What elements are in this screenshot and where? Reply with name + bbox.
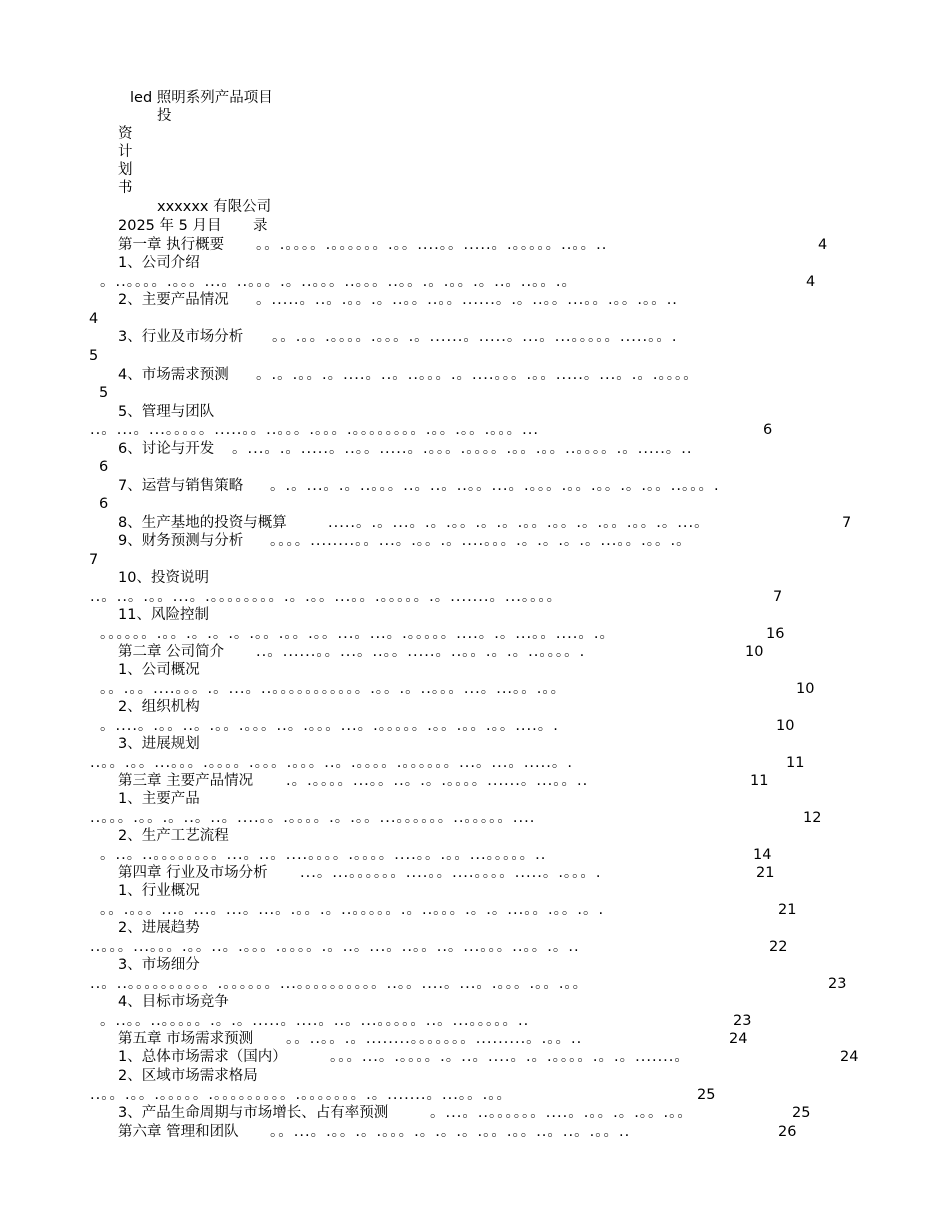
toc-leader-dots: ..。。。.。。.。..。..。....。。.。。。。.。.。。...。。。。。。..。。。。。....	[90, 810, 536, 826]
toc-leader-dots: ..。。.。。...。。。.。。。。.。。。.。。。..。.。。。。.。。。。。。...。...。.....。.	[90, 755, 573, 771]
document-date: 2025 年 5 月目	[118, 218, 222, 234]
toc-entry-label: 3、行业及市场分析	[118, 329, 244, 345]
toc-page-number: 26	[778, 1124, 797, 1140]
toc-page-number: 6	[99, 496, 109, 512]
toc-entry-label: 1、公司概况	[118, 662, 200, 678]
toc-entry-label: 5、管理与团队	[118, 404, 215, 420]
toc-page-number: 6	[763, 422, 773, 438]
toc-page-number: 25	[697, 1087, 716, 1103]
toc-leader-dots: 。..。..。。。。。。。。...。..。....。。。。.。。。。....。。.。。...。。。。。..	[100, 847, 547, 863]
toc-leader-dots: 。.....。..。.。。.。..。。..。。......。.。..。。...。。.。。.。。..	[256, 292, 678, 308]
toc-leader-dots: 。.。...。.。..。。。..。..。..。。...。.。。。.。。.。。.。.。。..。。。.	[270, 478, 720, 494]
toc-page-number: 11	[750, 773, 769, 789]
toc-entry-label: 第五章 市场需求预测	[118, 1031, 254, 1047]
toc-leader-dots: ..。。.。。.。。。。。.。。。。。。。。。.。。。。。。。.。.......。...。。.。。	[90, 1087, 512, 1103]
toc-entry-label: 2、主要产品情况	[118, 292, 229, 308]
toc-page-number: 14	[753, 847, 772, 863]
toc-entry-label: 7、运营与销售策略	[118, 478, 244, 494]
toc-leader-dots: 。..。。。。.。。。...。..。。。.。..。。。..。。。..。。.。.。。.。..。..。。.。	[100, 274, 578, 290]
toc-leader-dots: 。..。。..。。。。。.。.。.....。....。..。...。。。。。..。...。。。。。..	[100, 1013, 530, 1029]
toc-page-number: 4	[818, 237, 828, 253]
toc-page-number: 11	[786, 755, 805, 771]
toc-entry-label: 3、产品生命周期与市场增长、占有率预测	[118, 1105, 389, 1121]
toc-entry-label: 第四章 行业及市场分析	[118, 865, 268, 881]
toc-page-number: 10	[776, 718, 795, 734]
doc-title-char-1: 资	[118, 126, 133, 142]
toc-entry-label: 2、进展趋势	[118, 920, 200, 936]
toc-page-number: 21	[778, 902, 797, 918]
doc-title-line2: 投	[157, 108, 172, 124]
toc-entry-label: 第六章 管理和团队	[118, 1124, 239, 1140]
toc-page-number: 22	[769, 939, 788, 955]
doc-title-line1: led 照明系列产品项目	[130, 90, 273, 106]
toc-entry-label: 8、生产基地的投资与概算	[118, 515, 287, 531]
toc-leader-dots: 。。.。。。...。...。...。...。.。。.。..。。。。。.。..。。。.。.。...。。.。。.。.	[100, 902, 605, 918]
company-name: xxxxxx 有限公司	[157, 199, 272, 215]
toc-leader-dots: .....。.。...。.。.。。.。.。.。。.。。.。.。。.。。.。...。	[328, 515, 710, 531]
toc-page-number: 24	[729, 1031, 748, 1047]
toc-leader-dots: 。。..。。.。........。。。。。。。.........。.。。..	[286, 1031, 583, 1047]
toc-entry-label: 3、进展规划	[118, 736, 200, 752]
toc-entry-label: 2、区域市场需求格局	[118, 1068, 258, 1084]
toc-page-number: 7	[842, 515, 852, 531]
toc-leader-dots: ..。...。...。。。。。.....。。..。。。.。。。.。。。。。。。。.。。.。。.。。。...	[90, 422, 540, 438]
toc-page-number: 16	[766, 626, 785, 642]
toc-page-number: 6	[99, 459, 109, 475]
toc-entry-label: 第一章 执行概要	[118, 237, 225, 253]
toc-page-number: 10	[796, 681, 815, 697]
toc-entry-label: 1、行业概况	[118, 883, 200, 899]
toc-leader-dots: ...。...。。。。。。....。。....。。。。.....。.。。。.	[300, 865, 602, 881]
toc-leader-dots: 。。.。。。。.。。。。。。.。。....。。.....。.。。。。。..。。..	[256, 237, 608, 253]
toc-entry-label: 6、讨论与开发	[118, 441, 215, 457]
toc-leader-dots: 。。.。。....。。。.。...。..。。。。。。。。。。。.。。.。..。。。...。...。。.。。	[100, 681, 567, 697]
toc-leader-dots: .。.。。。。...。。..。.。.。。。。......。...。。..	[286, 773, 589, 789]
toc-leader-dots: ..。。。...。。。.。。..。.。。。.。。。。.。..。...。..。。..。...。。。..。。.。..	[90, 939, 580, 955]
toc-leader-dots: 。。。...。.。。。。.。..。....。.。.。。。。.。.。.......。	[330, 1049, 690, 1065]
doc-title-char-3: 划	[118, 162, 133, 178]
toc-leader-dots: 。。.。。.。。。。.。。。.。......。.....。...。...。。。。。.....。。.	[272, 329, 678, 345]
toc-leader-dots: ..。......。。...。..。。.....。..。。.。.。..。。。。.	[256, 644, 586, 660]
toc-page-number: 5	[89, 348, 99, 364]
toc-entry-label: 9、财务预测与分析	[118, 533, 244, 549]
toc-entry-label: 第三章 主要产品情况	[118, 773, 254, 789]
toc-leader-dots: 。。...。.。。.。.。。。.。.。.。.。。.。。..。..。.。。..	[270, 1124, 631, 1140]
toc-leader-dots: ..。..。。。。。。。。。。.。。。。。。...。。。。。。。。。。..。。....。...。.。。。.。。.。。	[90, 976, 589, 992]
toc-entry-label: 2、生产工艺流程	[118, 828, 229, 844]
toc-entry-label: 10、投资说明	[118, 570, 209, 586]
toc-page-number: 5	[99, 385, 109, 401]
toc-entry-label: 2、组织机构	[118, 699, 200, 715]
toc-page-number: 4	[89, 311, 99, 327]
toc-page-number: 4	[806, 274, 816, 290]
toc-entry-label: 1、公司介绍	[118, 255, 200, 271]
toc-entry-label: 11、风险控制	[118, 607, 209, 623]
toc-leader-dots: 。.。.。。.。....。..。..。。。.。....。。。.。。.....。...。.。.。。。。	[256, 367, 699, 383]
toc-page-number: 7	[89, 552, 99, 568]
toc-entry-label: 3、市场细分	[118, 957, 200, 973]
toc-leader-dots: 。....。.。。..。.。。.。。。..。.。。。...。.。。。。。.。。.。。.。。....。.	[100, 718, 559, 734]
toc-leader-dots: 。。。。。。.。。.。.。.。.。。.。。.。。...。...。.。。。。。....。.。...。。....。.。	[100, 626, 615, 642]
toc-page-number: 12	[803, 810, 822, 826]
toc-leader-dots: 。。。。........。。...。.。。.。....。。。.。.。.。.。...。。.。。.。	[270, 533, 692, 549]
toc-entry-label: 1、主要产品	[118, 791, 200, 807]
toc-leader-dots: 。...。.。.....。..。。.....。.。。。.。。。。.。。.。。..。。。。.。.....。..	[232, 441, 693, 457]
toc-page-number: 7	[773, 589, 783, 605]
toc-page-number: 23	[733, 1013, 752, 1029]
toc-page-number: 23	[828, 976, 847, 992]
toc-entry-label: 4、目标市场竞争	[118, 994, 229, 1010]
toc-page-number: 25	[792, 1105, 811, 1121]
toc-entry-label: 第二章 公司简介	[118, 644, 225, 660]
toc-page-number: 10	[745, 644, 764, 660]
toc-entry-label: 1、总体市场需求（国内）	[118, 1049, 287, 1065]
toc-leader-dots: 。...。..。。。。。。....。.。。.。.。。.。。	[430, 1105, 693, 1121]
toc-page-number: 21	[756, 865, 775, 881]
toc-entry-label: 4、市场需求预测	[118, 367, 229, 383]
doc-title-char-4: 书	[118, 180, 133, 196]
doc-title-char-2: 计	[118, 144, 133, 160]
toc-leader-dots: ..。..。.。。...。.。。。。。。。。.。.。。...。。.。。。。。.。.......。...。。。。	[90, 589, 563, 605]
toc-page-number: 24	[840, 1049, 859, 1065]
toc-heading: 录	[253, 218, 268, 234]
